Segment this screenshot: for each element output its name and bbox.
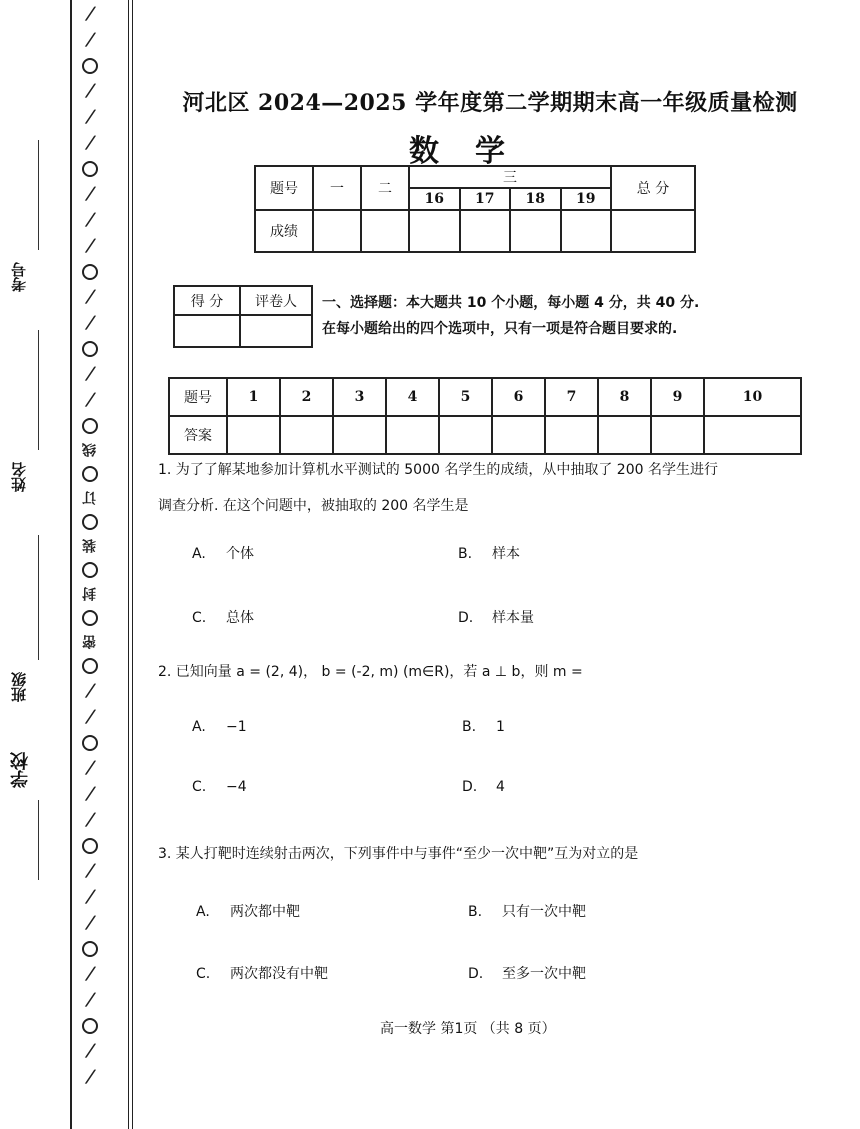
circle-icon (82, 514, 98, 530)
answer-cell[interactable] (545, 416, 598, 454)
score-cell[interactable] (510, 210, 561, 252)
answer-no-6: 6 (492, 378, 545, 416)
answer-no-8: 8 (598, 378, 651, 416)
answer-no-2: 2 (280, 378, 333, 416)
question-3: 3. 某人打靶时连续射击两次，下列事件中与事件“至少一次中靶”互为对立的是 (158, 846, 639, 862)
q3-option-b[interactable]: B. 只有一次中靶 (468, 904, 586, 920)
answer-cell[interactable] (598, 416, 651, 454)
q2-option-d[interactable]: D. 4 (462, 779, 505, 795)
binding-line-right-2 (132, 0, 133, 1129)
q1-option-d[interactable]: D. 样本量 (458, 610, 534, 626)
q3-option-c[interactable]: C. 两次都没有中靶 (196, 966, 328, 982)
binding-line-left (70, 0, 72, 1129)
circle-icon (82, 610, 98, 626)
answer-no-4: 4 (386, 378, 439, 416)
answer-no-5: 5 (439, 378, 492, 416)
section-1-line1: 一、选择题：本大题共 10 个小题，每小题 4 分，共 40 分. (322, 295, 700, 311)
circle-icon (82, 735, 98, 751)
name-fill-line (38, 330, 39, 450)
answer-row-label: 答案 (169, 416, 227, 454)
binding-word-bind: 装 (82, 539, 98, 553)
question-1-line2: 调查分析. 在这个问题中，被抽取的 200 名学生是 (158, 498, 469, 514)
grader-score-label: 得 分 (174, 286, 240, 315)
circle-icon (82, 838, 98, 854)
score-table (254, 165, 696, 253)
answer-no-7: 7 (545, 378, 598, 416)
answer-cell[interactable] (651, 416, 704, 454)
q2-option-a[interactable]: A. −1 (192, 719, 247, 735)
circle-icon (82, 341, 98, 357)
page-footer: 高一数学 第1页 （共 8 页） (380, 1021, 556, 1037)
answer-cell[interactable] (227, 416, 280, 454)
label-name: 姓名 (10, 462, 28, 492)
q2-option-c[interactable]: C. −4 (192, 779, 247, 795)
answer-cell[interactable] (280, 416, 333, 454)
score-sub-19: 19 (561, 188, 612, 210)
circle-icon (82, 418, 98, 434)
score-cell[interactable] (409, 210, 460, 252)
grader-name-cell[interactable] (240, 315, 312, 347)
circle-icon (82, 562, 98, 578)
circle-icon (82, 941, 98, 957)
score-cell[interactable] (611, 210, 695, 252)
q3-option-a[interactable]: A. 两次都中靶 (196, 904, 300, 920)
answer-cell[interactable] (333, 416, 386, 454)
answer-cell[interactable] (386, 416, 439, 454)
score-sub-18: 18 (510, 188, 561, 210)
score-cell[interactable] (361, 210, 409, 252)
score-cell[interactable] (313, 210, 361, 252)
page-title: 河北区 2024—2025 学年度第二学期期末高一年级质量检测 (182, 90, 798, 116)
score-header-no: 题号 (255, 166, 313, 210)
section-1-line2: 在每小题给出的四个选项中，只有一项是符合题目要求的. (322, 321, 678, 337)
binding-word-order: 订 (82, 491, 98, 505)
question-1 (158, 452, 808, 524)
answer-no-1: 1 (227, 378, 280, 416)
circle-icon (82, 264, 98, 280)
binding-seal-strip: / / / / / / / / / / / / 线 订 装 封 密 / / / / / / / / / / / / (82, 4, 98, 1087)
q3-option-d[interactable]: D. 至多一次中靶 (468, 966, 586, 982)
answer-no-10: 10 (704, 378, 801, 416)
circle-icon (82, 161, 98, 177)
school-fill-line (38, 800, 39, 880)
grader-score-cell[interactable] (174, 315, 240, 347)
answer-cell[interactable] (439, 416, 492, 454)
binding-word-secret: 密 (82, 635, 98, 649)
label-school: 学校 (10, 752, 31, 788)
q2-option-b[interactable]: B. 1 (462, 719, 505, 735)
binding-word-seal: 封 (82, 587, 98, 601)
class-fill-line (38, 535, 39, 660)
score-row-label: 成绩 (255, 210, 313, 252)
q1-option-a[interactable]: A. 个体 (192, 546, 254, 562)
score-col-3: 三 (409, 166, 611, 188)
score-col-1: 一 (313, 166, 361, 210)
grader-name-label: 评卷人 (240, 286, 312, 315)
q1-option-c[interactable]: C. 总体 (192, 610, 254, 626)
circle-icon (82, 1018, 98, 1034)
answer-no-9: 9 (651, 378, 704, 416)
answer-cell[interactable] (704, 416, 801, 454)
grader-box (173, 285, 313, 348)
answer-table (168, 377, 802, 455)
subject-title: 数学 (409, 134, 541, 169)
answer-no-3: 3 (333, 378, 386, 416)
binding-line-right (128, 0, 129, 1129)
score-cell[interactable] (460, 210, 511, 252)
section-1-heading (322, 290, 762, 342)
score-cell[interactable] (561, 210, 612, 252)
question-1-line1: 1. 为了了解某地参加计算机水平测试的 5000 名学生的成绩，从中抽取了 200 名学生进行 (158, 462, 718, 478)
exam-no-fill-line (38, 140, 39, 250)
binding-word-line: 线 (82, 443, 98, 457)
circle-icon (82, 58, 98, 74)
score-col-total: 总 分 (611, 166, 695, 210)
q1-option-b[interactable]: B. 样本 (458, 546, 520, 562)
label-exam-no: 考号 (10, 262, 28, 292)
answer-header-no: 题号 (169, 378, 227, 416)
score-col-2: 二 (361, 166, 409, 210)
circle-icon (82, 466, 98, 482)
answer-cell[interactable] (492, 416, 545, 454)
score-sub-17: 17 (460, 188, 511, 210)
question-2: 2. 已知向量 a = (2, 4)， b = (-2, m) (m∈R)，若 a ⊥ b，则 m = (158, 664, 583, 680)
label-class: 班级 (10, 672, 28, 702)
circle-icon (82, 658, 98, 674)
score-sub-16: 16 (409, 188, 460, 210)
